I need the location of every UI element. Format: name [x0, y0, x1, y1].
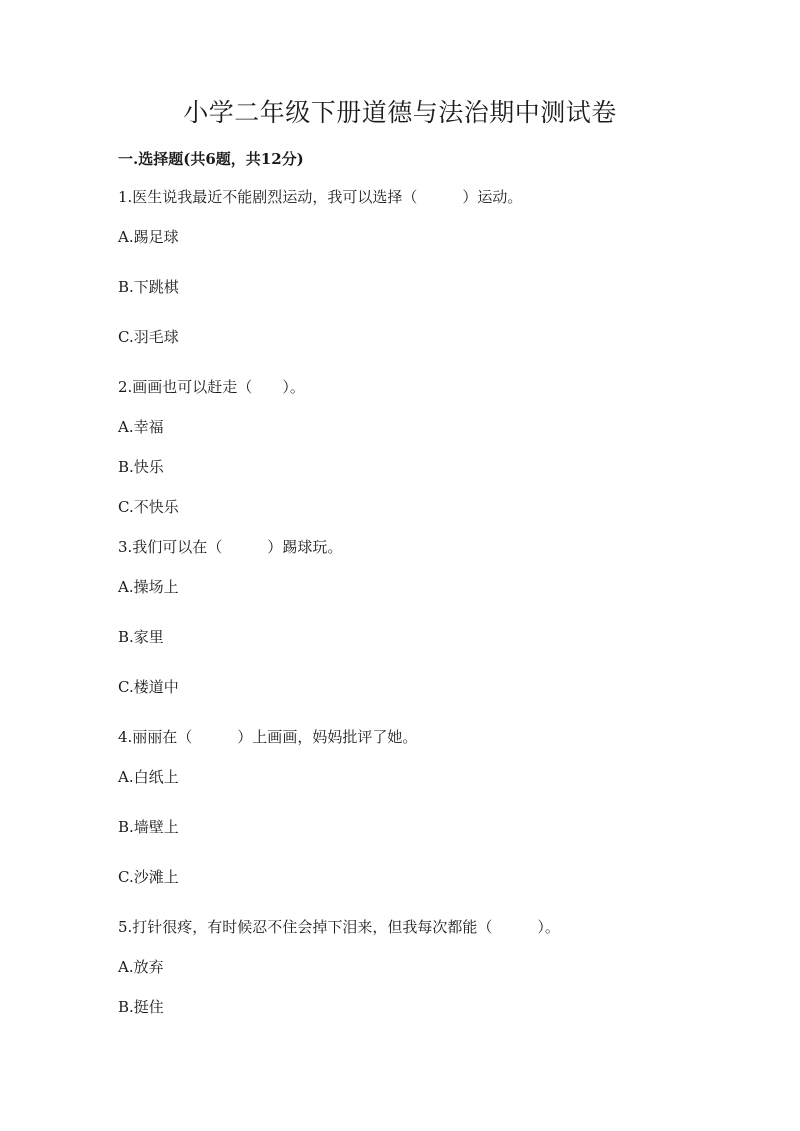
question-2-option-b: B.快乐	[118, 458, 164, 476]
question-2-option-a: A.幸福	[118, 418, 164, 436]
question-2-option-c: C.不快乐	[118, 498, 179, 516]
question-4-option-c: C.沙滩上	[118, 868, 179, 886]
question-stem-2: 2.画画也可以赶走（ ）。	[118, 378, 305, 396]
question-1-option-b: B.下跳棋	[118, 278, 179, 296]
question-4-option-b: B.墙壁上	[118, 818, 179, 836]
question-1-option-c: C.羽毛球	[118, 328, 179, 346]
question-stem-3: 3.我们可以在（ ）踢球玩。	[118, 538, 343, 556]
question-stem-5: 5.打针很疼，有时候忍不住会掉下泪来，但我每次都能（ ）。	[118, 918, 560, 936]
question-5-option-b: B.挺住	[118, 998, 164, 1016]
question-3-option-b: B.家里	[118, 628, 164, 646]
question-5-option-a: A.放弃	[118, 958, 164, 976]
question-3-option-a: A.操场上	[118, 578, 179, 596]
question-4-option-a: A.白纸上	[118, 768, 179, 786]
page-title: 小学二年级下册道德与法治期中测试卷	[183, 98, 617, 127]
question-3-option-c: C.楼道中	[118, 678, 179, 696]
question-stem-1: 1.医生说我最近不能剧烈运动，我可以选择（ ）运动。	[118, 188, 523, 206]
section-heading: 一.选择题(共6题，共12分)	[118, 150, 304, 168]
question-1-option-a: A.踢足球	[118, 228, 179, 246]
question-stem-4: 4.丽丽在（ ）上画画，妈妈批评了她。	[118, 728, 418, 746]
